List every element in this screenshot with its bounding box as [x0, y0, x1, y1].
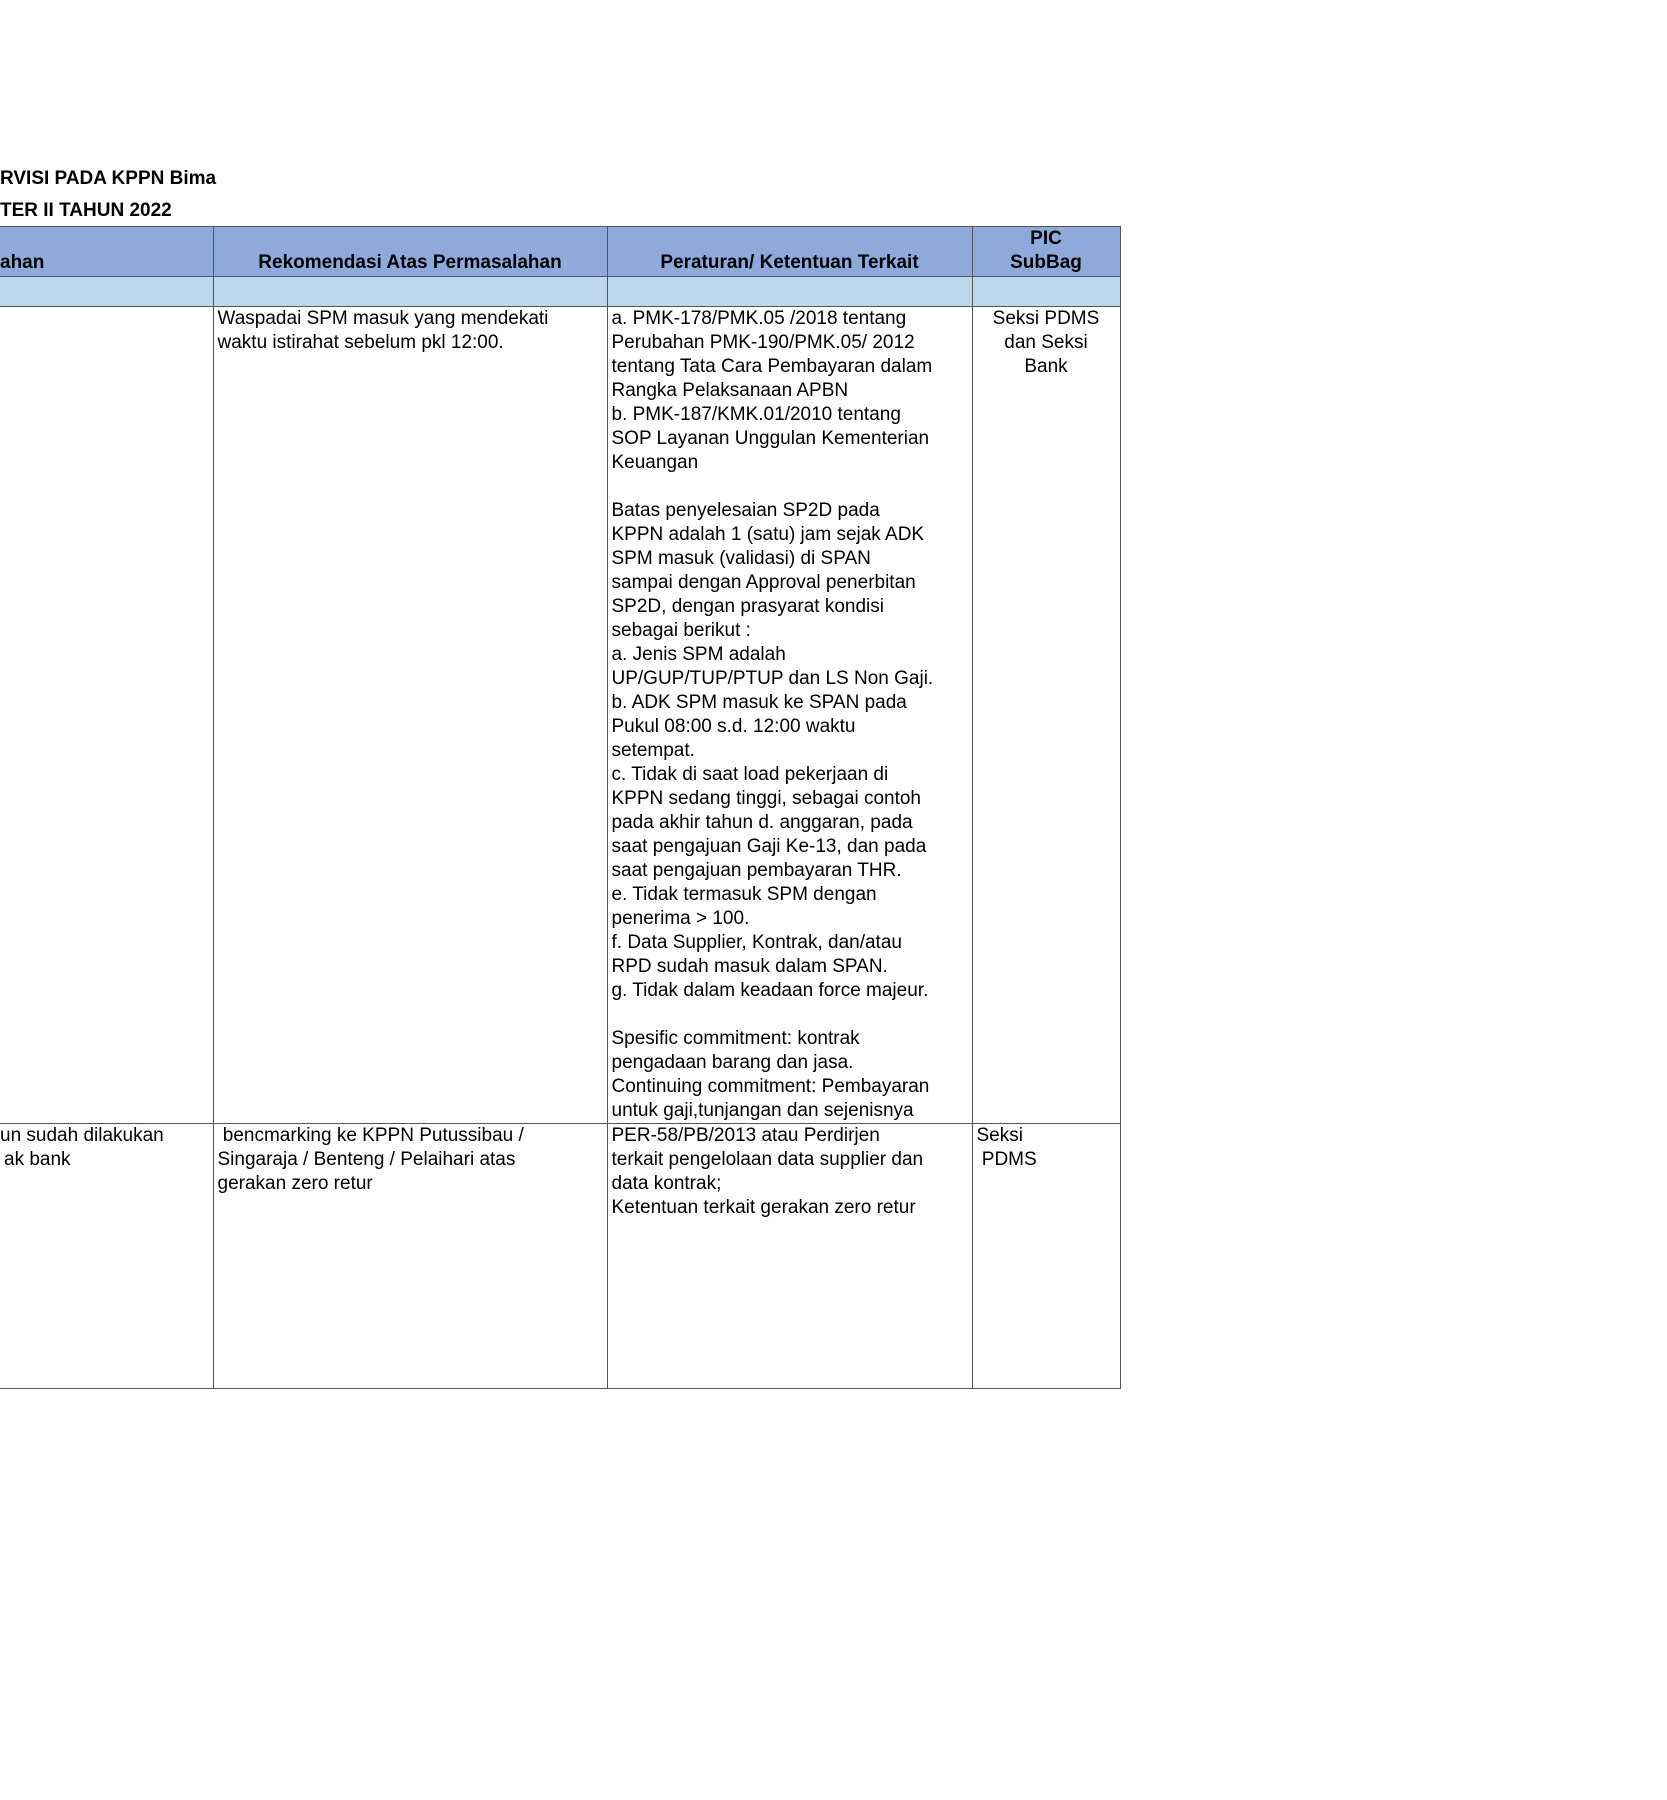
- header-pic: PIC: [1030, 228, 1062, 249]
- section-cell: [972, 277, 1120, 307]
- header-permasalahan: ahan: [0, 227, 213, 277]
- table-row: [0, 307, 1120, 1124]
- rekomendasi-cell: bencmarking ke KPPN Putussibau / Singaraja / Benteng / Pelaihari atas gerakan zero retur: [213, 1124, 607, 1389]
- rekomendasi-cell: Waspadai SPM masuk yang mendekati waktu istirahat sebelum pkl 12:00.: [213, 307, 607, 1124]
- header-subbag: SubBag: [1010, 252, 1082, 273]
- header-pic-subbag: [972, 227, 1120, 277]
- header-rekomendasi: Rekomendasi Atas Permasalahan: [213, 227, 607, 277]
- permasalahan-cell: [0, 307, 213, 1124]
- table-header-row: [0, 227, 1120, 277]
- pic-cell: Seksi PDMS dan Seksi Bank: [972, 307, 1120, 1124]
- findings-table: [0, 226, 1121, 1389]
- header-peraturan: Peraturan/ Ketentuan Terkait: [607, 227, 972, 277]
- peraturan-cell: a. PMK-178/PMK.05 /2018 tentang Perubahan PMK-190/PMK.05/ 2012 tentang Tata Cara Pembayaran dalam Rangka Pelaksanaan APBN b. PMK-187/KMK.01/2010 tentang SOP Layanan Unggulan Kementerian Keuangan Batas penyelesaian SP2D pada KPPN adalah 1 (satu) jam sejak ADK SPM masuk (validasi) di SPAN sampai dengan Approval penerbitan SP2D, dengan prasyarat kondisi sebagai berikut : a. Jenis SPM adalah UP/GUP/TUP/PTUP dan LS Non Gaji. b. ADK SPM masuk ke SPAN pada Pukul 08:00 s.d. 12:00 waktu setempat. c. Tidak di saat load pekerjaan di KPPN sedang tinggi, sebagai contoh pada akhir tahun d. anggaran, pada saat pengajuan Gaji Ke-13, dan pada saat pengajuan pembayaran THR. e. Tidak termasuk SPM dengan penerima > 100. f. Data Supplier, Kontrak, dan/atau RPD sudah masuk dalam SPAN. g. Tidak dalam keadaan force majeur. Spesific commitment: kontrak pengadaan barang dan jasa. Continuing commitment: Pembayaran untuk gaji,tunjangan dan sejenisnya: [607, 307, 972, 1124]
- table-row: [0, 1124, 1120, 1389]
- report-title-line1: RVISI PADA KPPN Bima: [0, 168, 217, 189]
- peraturan-cell: PER-58/PB/2013 atau Perdirjen terkait pengelolaan data supplier dan data kontrak; Ketentuan terkait gerakan zero retur: [607, 1124, 972, 1389]
- report-title-line2: TER II TAHUN 2022: [0, 200, 172, 221]
- permasalahan-cell: un sudah dilakukan ak bank: [0, 1124, 213, 1389]
- pic-cell: Seksi PDMS: [972, 1124, 1120, 1389]
- section-cell: [607, 277, 972, 307]
- section-cell: [0, 277, 213, 307]
- section-cell: [213, 277, 607, 307]
- section-row: [0, 277, 1120, 307]
